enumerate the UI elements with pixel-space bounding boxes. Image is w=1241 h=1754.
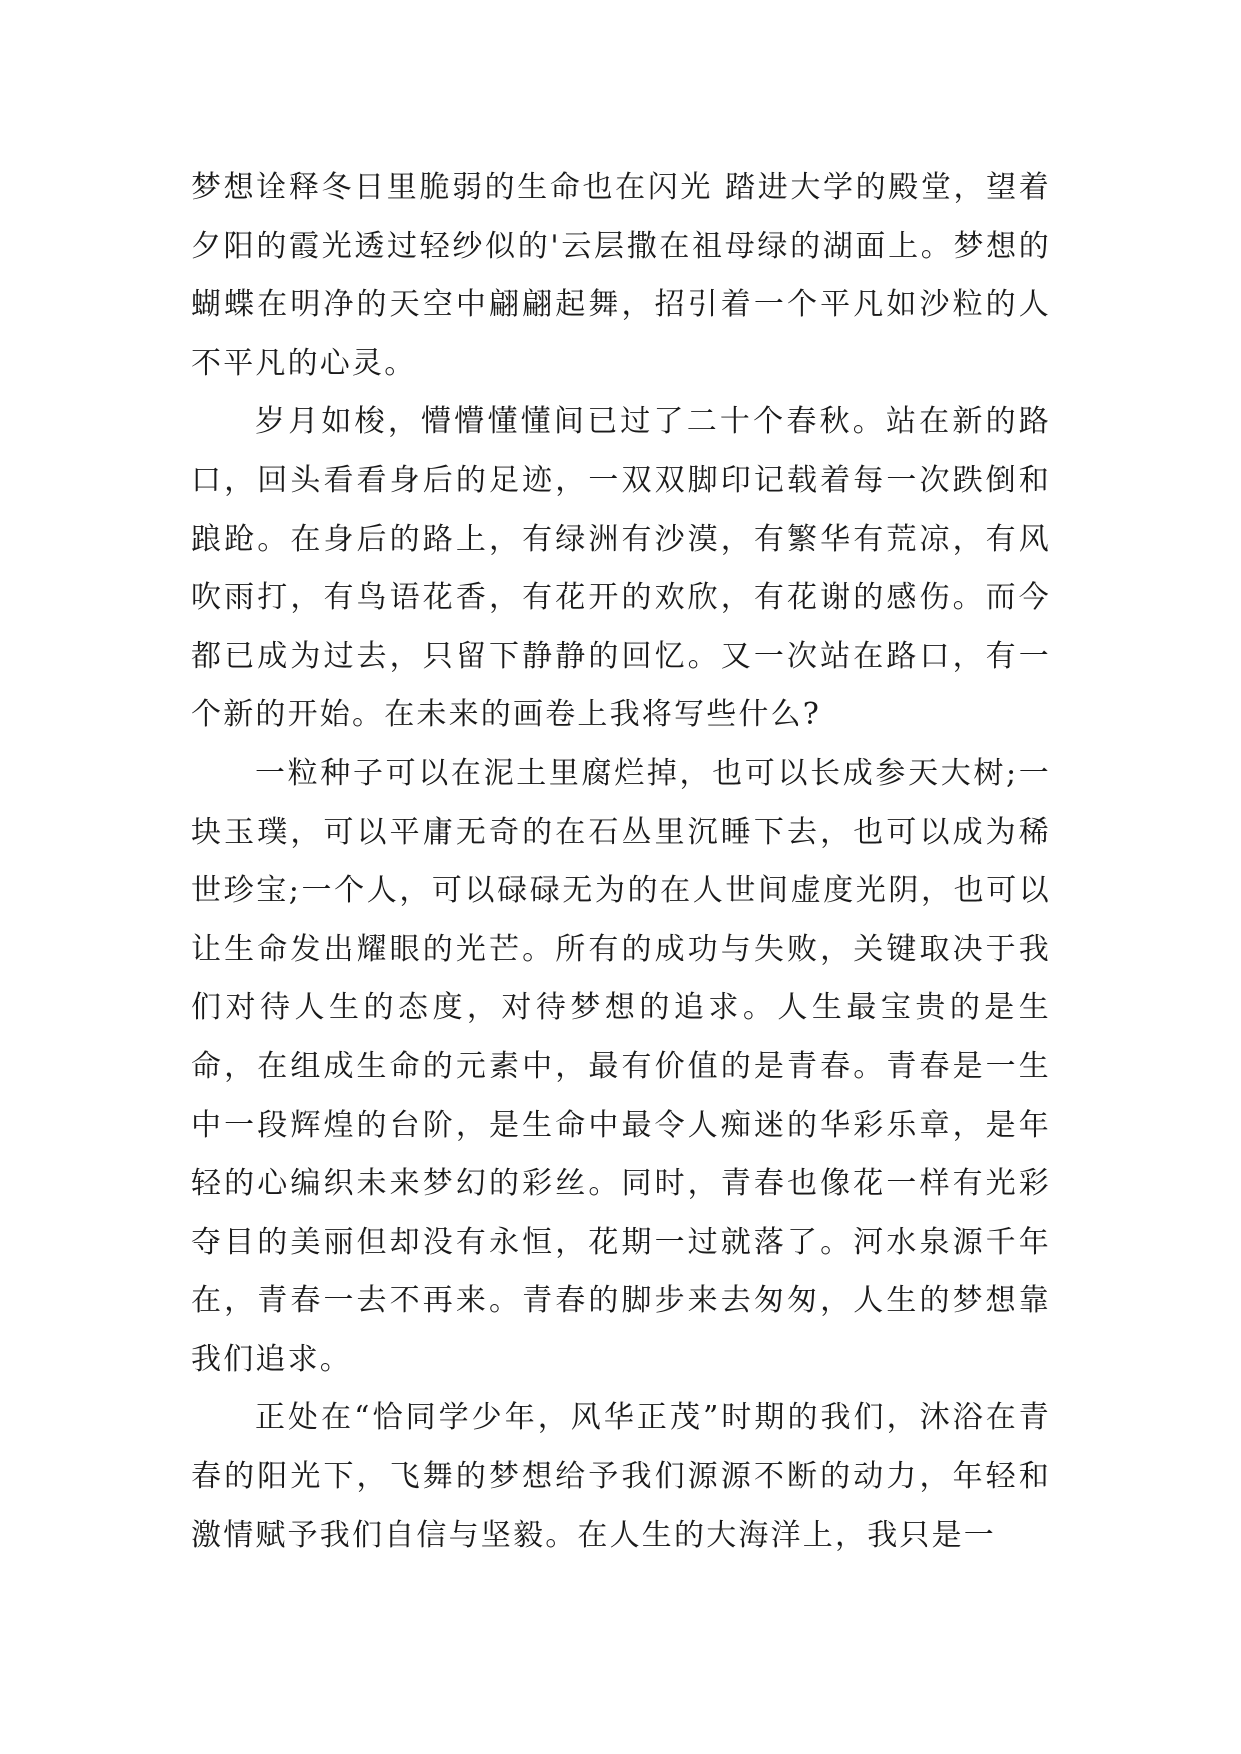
paragraph-1: 梦想诠释冬日里脆弱的生命也在闪光 踏进大学的殿堂，望着夕阳的霞光透过轻纱似的'云层撒在祖母绿的湖面上。梦想的蝴蝶在明净的天空中翩翩起舞，招引着一个平凡如沙粒的人不平凡的心灵。 <box>191 170 1051 381</box>
paragraph-3: 一粒种子可以在泥土里腐烂掉，也可以长成参天大树;一块玉璞，可以平庸无奇的在石丛里沉睡下去，也可以成为稀世珍宝;一个人，可以碌碌无为的在人世间虚度光阴，也可以让生命发出耀眼的光芒。所有的成功与失败，关键取决于我们对待人生的态度，对待梦想的追求。人生最宝贵的是生命，在组成生命的元素中，最有价值的是青春。青春是一生中一段辉煌的台阶，是生命中最令人痴迷的华彩乐章，是年轻的心编织未来梦幻的彩丝。同时，青春也像花一样有光彩夺目的美丽但却没有永恒，花期一过就落了。河水泉源千年在，青春一去不再来。青春的脚步来去匆匆，人生的梦想靠我们追求。 <box>191 755 1051 1377</box>
document-body <box>191 159 1051 1565</box>
paragraph-2: 岁月如梭，懵懵懂懂间已过了二十个春秋。站在新的路口，回头看看身后的足迹，一双双脚印记载着每一次跌倒和踉跄。在身后的路上，有绿洲有沙漠，有繁华有荒凉，有风吹雨打，有鸟语花香，有花开的欢欣，有花谢的感伤。而今都已成为过去，只留下静静的回忆。又一次站在路口，有一个新的开始。在未来的画卷上我将写些什么? <box>191 404 1051 733</box>
paragraph-4: 正处在“恰同学少年，风华正茂”时期的我们，沐浴在青春的阳光下，飞舞的梦想给予我们源源不断的动力，年轻和激情赋予我们自信与坚毅。在人生的大海洋上，我只是一 <box>191 1400 1051 1553</box>
